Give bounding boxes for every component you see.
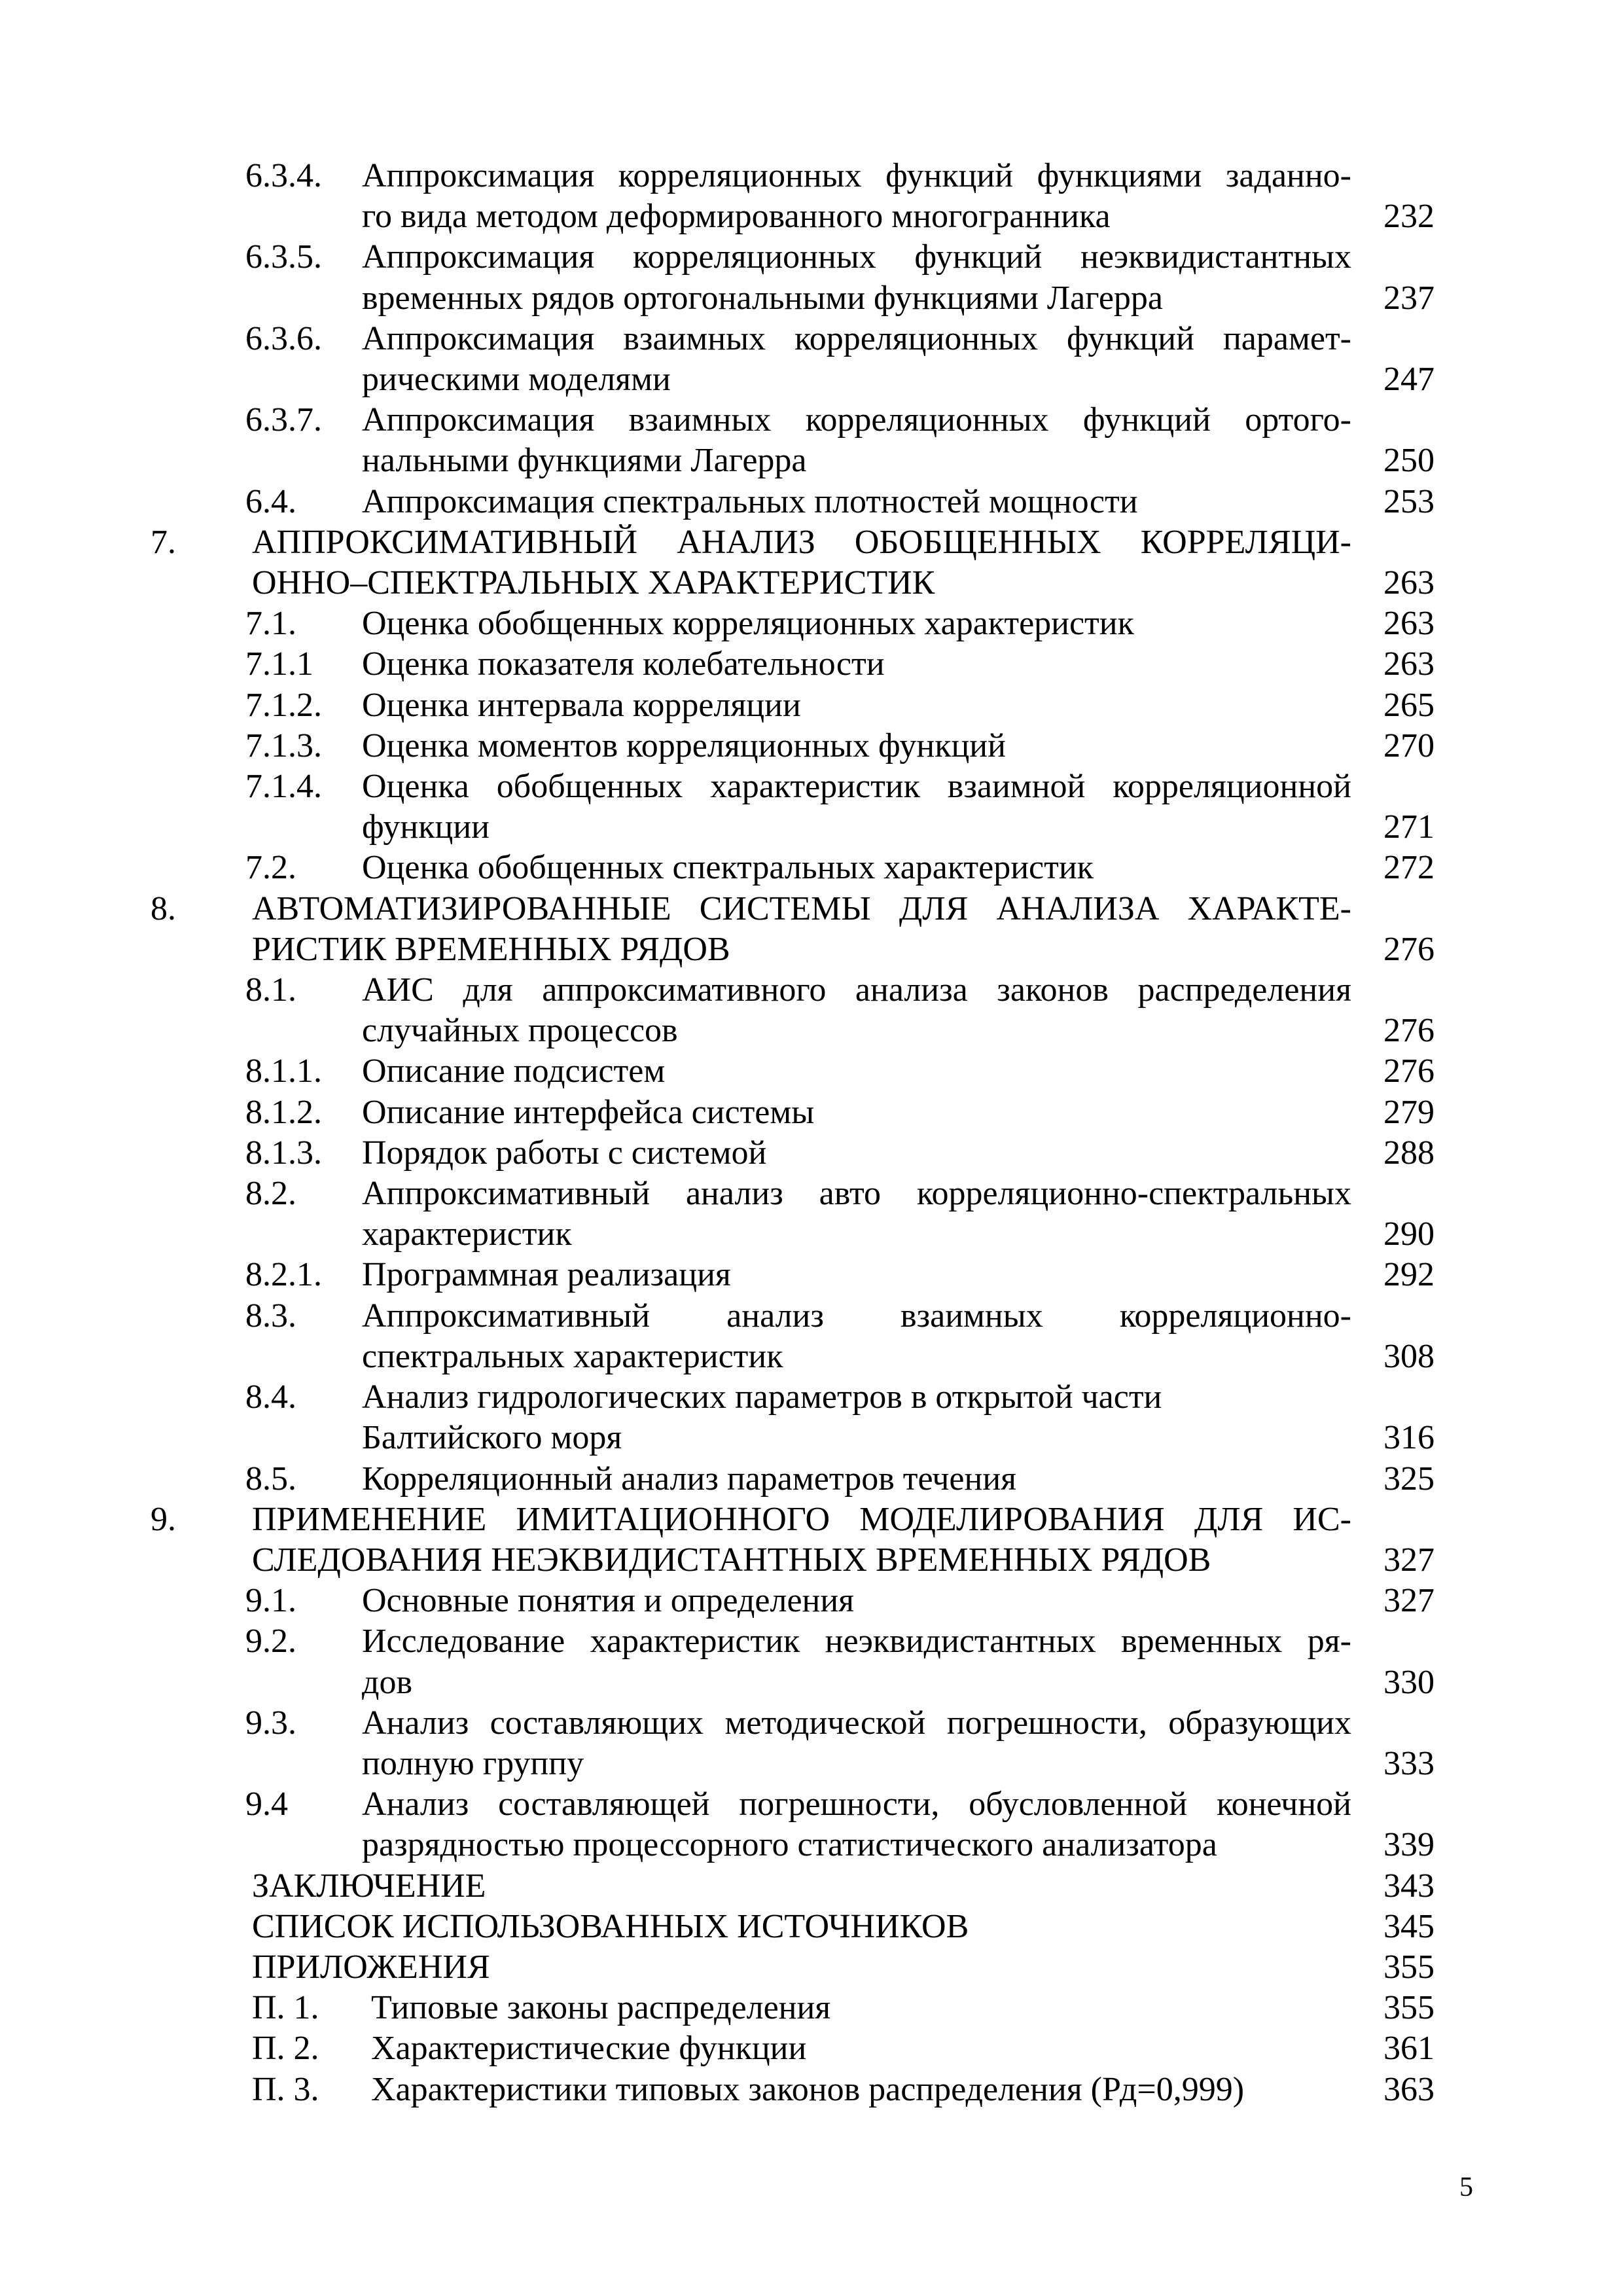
toc-entry-title-line: Аппроксимация спектральных плотностей мощности (362, 482, 1138, 520)
toc-entry (151, 482, 1435, 522)
toc-entry-page: 263 (1383, 605, 1435, 643)
toc-entry-title-line: Типовые законы распределения (371, 1989, 831, 2027)
toc-entry-title-line: Оценка показателя колебательности (362, 645, 885, 683)
page-number: 5 (1459, 2172, 1473, 2202)
toc-entry (151, 848, 1435, 888)
toc-entry-title-line: Основные понятия и определения (362, 1582, 855, 1620)
toc-entry-title-line: АВТОМАТИЗИРОВАННЫЕ СИСТЕМЫ ДЛЯ АНАЛИЗА ХАРАКТЕ- (252, 889, 1351, 927)
toc-entry-number: П. 3. (252, 2070, 319, 2108)
toc-entry-number: 7.2. (245, 849, 296, 887)
toc-entry-page: 232 (1383, 198, 1435, 236)
toc-entry-title-line: Аппроксимативный анализ взаимных корреляционно- (362, 1297, 1351, 1335)
toc-entry-title-line: Аппроксимация корреляционных функций неэквидистантных (362, 238, 1351, 276)
toc-entry-page: 308 (1383, 1337, 1435, 1375)
toc-entry-page: 253 (1383, 482, 1435, 520)
toc-entry-title-line: ЗАКЛЮЧЕНИЕ (252, 1867, 486, 1905)
toc-entry-title-line: Порядок работы с системой (362, 1134, 767, 1172)
toc-entry (151, 1133, 1435, 1174)
toc-entry (151, 1499, 1435, 1581)
toc-entry (151, 319, 1435, 400)
toc-entry (151, 1296, 1435, 1377)
toc-entry-page: 276 (1383, 1052, 1435, 1090)
toc-entry-title-line: СЛЕДОВАНИЯ НЕЭКВИДИСТАНТНЫХ ВРЕМЕННЫХ РЯДОВ (252, 1541, 1211, 1579)
toc-entry-number: 7.1.1 (245, 645, 313, 683)
toc-entry-page: 345 (1383, 1907, 1435, 1945)
toc-entry-number: 8. (151, 889, 176, 927)
toc-entry-title-line: случайных процессов (362, 1012, 678, 1050)
toc-entry-page: 250 (1383, 442, 1435, 480)
toc-entry-title-line: ПРИМЕНЕНИЕ ИМИТАЦИОННОГО МОДЕЛИРОВАНИЯ ДЛЯ ИС- (252, 1500, 1351, 1538)
toc-entry (151, 1459, 1435, 1499)
toc-entry-page: 276 (1383, 930, 1435, 968)
toc-entry-number: 6.4. (245, 482, 296, 520)
toc-entry-page: 355 (1383, 1989, 1435, 2027)
toc-entry-page: 292 (1383, 1256, 1435, 1294)
toc-entry (151, 237, 1435, 318)
toc-entry (151, 1377, 1435, 1458)
toc-entry (151, 766, 1435, 848)
toc-entry-page: 327 (1383, 1541, 1435, 1579)
toc-entry-number: 8.2.1. (245, 1256, 322, 1294)
toc-entry-number: 9.1. (245, 1582, 296, 1620)
toc-entry (151, 1947, 1435, 1988)
toc-entry-number: 9.4 (245, 1785, 288, 1823)
toc-entry (151, 1907, 1435, 1947)
toc-entry-number: 7. (151, 523, 176, 561)
toc-entry-number: 9. (151, 1500, 176, 1538)
toc-entry-title-line: рическими моделями (362, 361, 671, 399)
toc-entry-title-line: Анализ составляющей погрешности, обусловленной конечной (362, 1785, 1351, 1823)
toc-entry-title-line: Характеристики типовых законов распределения (Рд=0,999) (371, 2070, 1245, 2108)
toc-entry-page: 355 (1383, 1948, 1435, 1986)
toc-entry-title-line: Анализ гидрологических параметров в открытой части (362, 1378, 1162, 1416)
toc-entry-title-line: временных рядов ортогональными функциями Лагерра (362, 279, 1164, 317)
toc-entry-page: 339 (1383, 1826, 1435, 1864)
toc-entry (151, 1581, 1435, 1621)
toc-entry-title-line: ПРИЛОЖЕНИЯ (252, 1948, 490, 1986)
toc-entry (151, 2070, 1435, 2110)
toc-entry-page: 270 (1383, 726, 1435, 764)
toc-entry-title-line: нальными функциями Лагерра (362, 442, 807, 480)
toc-entry (151, 889, 1435, 970)
toc-entry-page: 247 (1383, 361, 1435, 398)
toc-entry-title-line: характеристик (362, 1215, 572, 1253)
toc-entry-title-line: Описание интерфейса системы (362, 1093, 815, 1131)
toc-entry-page: 290 (1383, 1215, 1435, 1253)
toc-entry-title-line: Оценка обобщенных спектральных характеристик (362, 849, 1094, 887)
toc-entry-number: 8.3. (245, 1297, 296, 1335)
toc-entry-number: 6.3.6. (245, 319, 322, 357)
toc-entry-title-line: Оценка обобщенных корреляционных характеристик (362, 605, 1134, 643)
toc-entry (151, 685, 1435, 726)
toc-entry-page: 330 (1383, 1663, 1435, 1701)
toc-entry-title-line: Аппроксимация корреляционных функций функциями заданно- (362, 157, 1351, 194)
toc-entry-title-line: СПИСОК ИСПОЛЬЗОВАННЫХ ИСТОЧНИКОВ (252, 1907, 969, 1945)
toc-entry-page: 363 (1383, 2070, 1435, 2108)
toc-entry-title-line: спектральных характеристик (362, 1337, 783, 1375)
toc-entry-page: 276 (1383, 1012, 1435, 1050)
toc-entry-page: 279 (1383, 1093, 1435, 1131)
toc-entry-title-line: Оценка интервала корреляции (362, 686, 801, 724)
toc-entry-page: 271 (1383, 808, 1435, 846)
toc-entry-number: 6.3.7. (245, 401, 322, 439)
toc-entry (151, 1051, 1435, 1092)
toc-entry (151, 156, 1435, 237)
toc-entry-page: 343 (1383, 1867, 1435, 1905)
toc-entry-title-line: Балтийского моря (362, 1419, 622, 1457)
toc-entry (151, 400, 1435, 481)
toc-entry-title-line: Оценка моментов корреляционных функций (362, 726, 1006, 764)
toc-entry-title-line: Описание подсистем (362, 1052, 666, 1090)
toc-entry-page: 263 (1383, 645, 1435, 683)
toc-entry-page: 265 (1383, 686, 1435, 724)
toc-entry-title-line: Анализ составляющих методической погрешности, образующих (362, 1704, 1351, 1742)
toc-entry-title-line: го вида методом деформированного многогранника (362, 198, 1111, 236)
toc-entry-title-line: АППРОКСИМАТИВНЫЙ АНАЛИЗ ОБОБЩЕННЫХ КОРРЕЛЯЦИ- (252, 523, 1351, 561)
toc-entry-number: 8.1.2. (245, 1093, 322, 1131)
toc-entry-number: 8.1. (245, 971, 296, 1009)
toc-entry (151, 726, 1435, 766)
toc-entry-number: 7.1.3. (245, 726, 322, 764)
toc-entry-page: 237 (1383, 279, 1435, 317)
toc-entry-title-line: Характеристические функции (371, 2030, 807, 2068)
toc-entry-title-line: РИСТИК ВРЕМЕННЫХ РЯДОВ (252, 930, 730, 968)
toc-entry-number: 8.1.1. (245, 1052, 322, 1090)
toc-entry-page: 288 (1383, 1134, 1435, 1172)
table-of-contents (151, 156, 1435, 2110)
toc-entry-title-line: полную группу (362, 1744, 584, 1782)
toc-entry (151, 1092, 1435, 1133)
toc-entry-page: 327 (1383, 1582, 1435, 1620)
toc-entry-title-line: Корреляционный анализ параметров течения (362, 1460, 1017, 1498)
toc-entry-number: 9.2. (245, 1623, 296, 1660)
toc-entry-title-line: функции (362, 808, 490, 846)
toc-entry-number: 8.4. (245, 1378, 296, 1416)
toc-entry-page: 333 (1383, 1744, 1435, 1782)
toc-entry (151, 1255, 1435, 1295)
toc-entry-page: 361 (1383, 2030, 1435, 2068)
toc-entry-title-line: дов (362, 1663, 413, 1701)
toc-entry-number: П. 2. (252, 2030, 319, 2068)
toc-entry-number: 7.1.4. (245, 768, 322, 806)
toc-entry-number: 6.3.5. (245, 238, 322, 276)
toc-entry-title-line: Аппроксимация взаимных корреляционных функций ортого- (362, 401, 1351, 439)
toc-entry (151, 1621, 1435, 1702)
toc-entry-number: 6.3.4. (245, 157, 322, 194)
toc-entry-number: 9.3. (245, 1704, 296, 1742)
toc-entry (151, 1866, 1435, 1907)
toc-entry-page: 263 (1383, 564, 1435, 602)
toc-entry-title-line: разрядностью процессорного статистического анализатора (362, 1826, 1217, 1864)
toc-entry-page: 325 (1383, 1460, 1435, 1498)
toc-entry-page: 316 (1383, 1419, 1435, 1457)
toc-entry (151, 603, 1435, 644)
toc-entry-title-line: АИС для аппроксимативного анализа законов распределения (362, 971, 1351, 1009)
toc-entry-number: П. 1. (252, 1989, 319, 2027)
toc-entry-title-line: Аппроксимативный анализ авто корреляционно-спектральных (362, 1175, 1351, 1213)
toc-entry-number: 8.2. (245, 1175, 296, 1213)
toc-entry-page: 272 (1383, 849, 1435, 887)
toc-entry-title-line: Программная реализация (362, 1256, 731, 1294)
toc-entry-number: 7.1.2. (245, 686, 322, 724)
toc-entry-number: 7.1. (245, 605, 296, 643)
toc-entry (151, 2028, 1435, 2069)
toc-entry (151, 1784, 1435, 1865)
toc-entry (151, 970, 1435, 1051)
toc-entry (151, 1174, 1435, 1255)
toc-entry (151, 644, 1435, 685)
toc-entry-title-line: Исследование характеристик неэквидистантных временных ря- (362, 1623, 1351, 1660)
toc-entry-number: 8.1.3. (245, 1134, 322, 1172)
toc-entry (151, 1703, 1435, 1784)
toc-entry-title-line: Оценка обобщенных характеристик взаимной корреляционной (362, 768, 1351, 806)
toc-entry-number: 8.5. (245, 1460, 296, 1498)
toc-entry (151, 1988, 1435, 2028)
toc-entry (151, 522, 1435, 603)
toc-entry-title-line: ОННО–СПЕКТРАЛЬНЫХ ХАРАКТЕРИСТИК (252, 564, 935, 602)
toc-entry-title-line: Аппроксимация взаимных корреляционных функций парамет- (362, 319, 1351, 357)
